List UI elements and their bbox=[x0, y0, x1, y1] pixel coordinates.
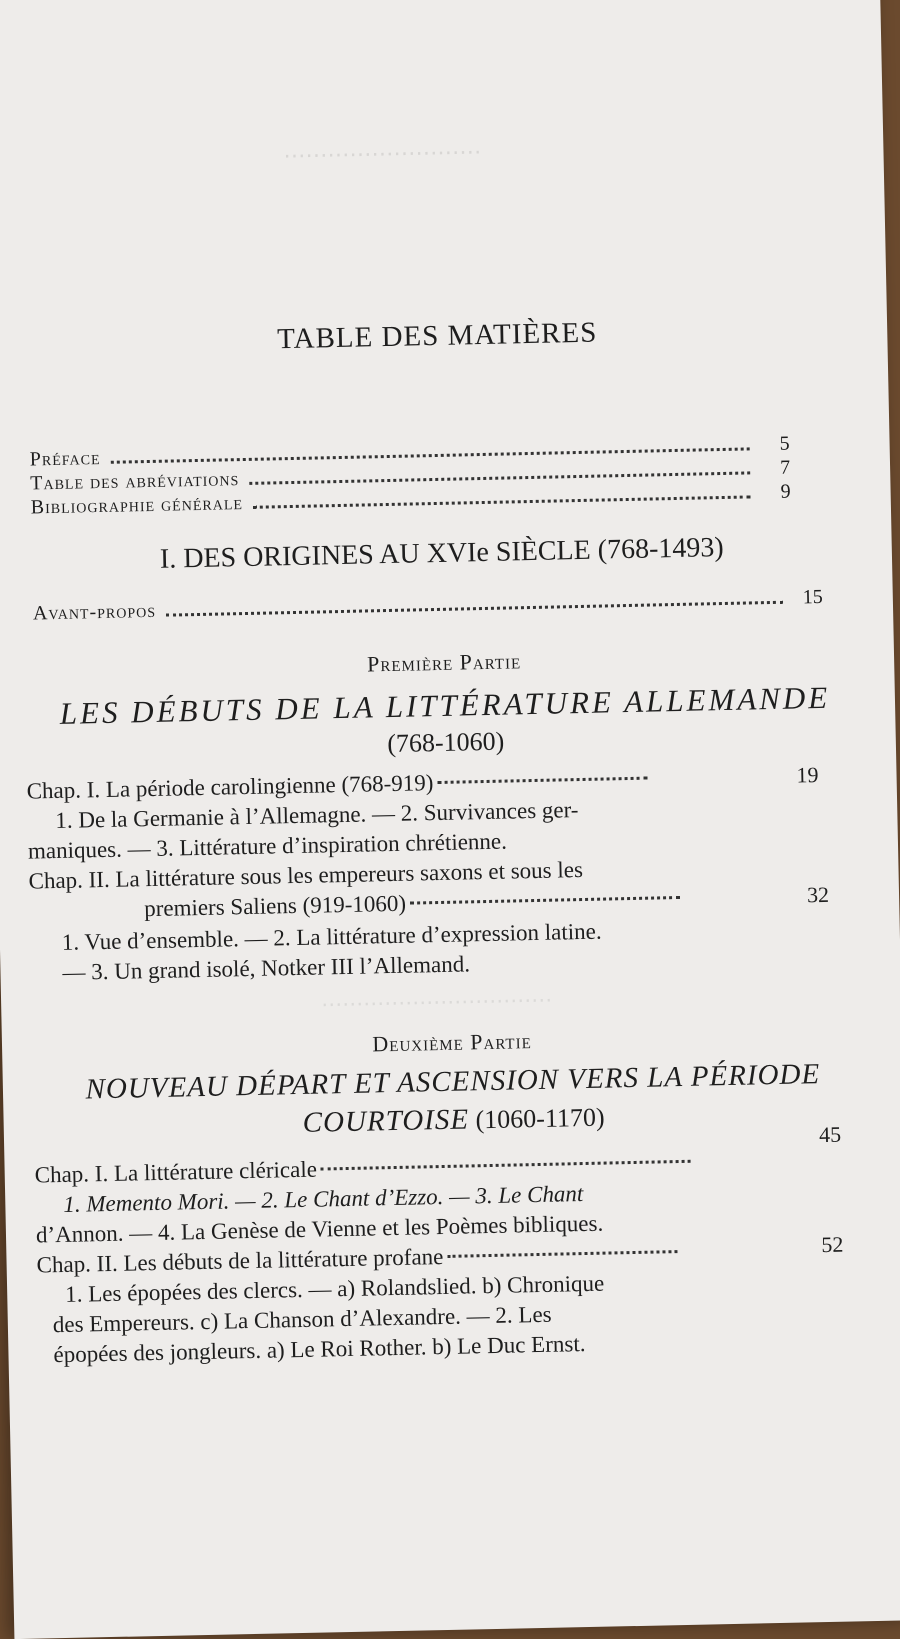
page-number: 19 bbox=[796, 762, 819, 788]
toc-entry-abbreviations: Table des abréviations 7 bbox=[30, 456, 791, 495]
part-one-label: Première Partie bbox=[366, 648, 522, 677]
part-two-label: Deuxième Partie bbox=[372, 1028, 532, 1057]
toc-line-p1-7: — 3. Un grand isolé, Notker III l’Allemand. bbox=[62, 951, 471, 985]
toc-line-p2-2: 1. Memento Mori. — 2. Le Chant d’Ezzo. — 3. Le Chant bbox=[63, 1181, 584, 1217]
toc-line-p2-6: des Empereurs. c) La Chanson d’Alexandre. — 2. Les bbox=[52, 1301, 552, 1338]
toc-line-p2-3: d’Annon. — 4. La Genèse de Vienne et les Poèmes bibliques. bbox=[35, 1210, 604, 1248]
part-two-title-line2: COURTOISE (1060-1170) bbox=[302, 1102, 605, 1139]
toc-line-p1-2: 1. De la Germanie à l’Allemagne. — 2. Survivances ger- bbox=[55, 797, 579, 834]
page-number: 52 bbox=[821, 1231, 844, 1258]
leader-dots bbox=[253, 495, 751, 508]
bleed-through-text: ⋯⋯⋯⋯⋯⋯⋯⋯⋯ bbox=[283, 138, 482, 169]
leader-dots bbox=[437, 777, 647, 784]
leader-dots bbox=[321, 1160, 691, 1171]
toc-line-p1-3: maniques. — 3. Littérature d’inspiration chrétienne. bbox=[27, 828, 508, 864]
toc-line-p2-1: Chap. I. La littérature cléricale bbox=[34, 1147, 691, 1191]
toc-line-p1-5: premiers Saliens (919-1060) bbox=[144, 883, 680, 924]
section-heading: I. DES ORIGINES AU XVIe SIÈCLE (768-1493) bbox=[159, 531, 724, 575]
toc-line-p2-4: Chap. II. Les débuts de la littérature profane bbox=[36, 1237, 677, 1280]
bleed-through-text: ⋯⋯⋯⋯⋯⋯⋯⋯⋯⋯⋯ bbox=[320, 987, 553, 1017]
toc-line-p1-4: Chap. II. La littérature sous les empereurs saxons et sous les bbox=[28, 856, 584, 894]
part-two-title-line1: NOUVEAU DÉPART ET ASCENSION VERS LA PÉRIODE bbox=[85, 1058, 821, 1106]
part-one-title: LES DÉBUTS DE LA LITTÉRATURE ALLEMANDE bbox=[59, 679, 831, 731]
page-number: 45 bbox=[818, 1121, 842, 1148]
toc-entry-bibliography: Bibliographie générale 9 bbox=[30, 480, 791, 519]
toc-entry-avant-propos: Avant-propos 15 bbox=[32, 585, 824, 625]
toc-line-p2-5: 1. Les épopées des clercs. — a) Rolandslied. b) Chronique bbox=[64, 1270, 605, 1307]
leader-dots bbox=[410, 896, 680, 905]
page-number: 32 bbox=[806, 881, 830, 908]
toc-line-p1-1: Chap. I. La période carolingienne (768-919) bbox=[26, 764, 647, 807]
leader-dots bbox=[166, 601, 783, 617]
page-title: TABLE DES MATIÈRES bbox=[276, 316, 598, 356]
leader-dots bbox=[447, 1250, 677, 1258]
toc-line-p2-7: épopées des jongleurs. a) Le Roi Rother. b) Le Duc Ernst. bbox=[53, 1331, 586, 1368]
part-one-dates: (768-1060) bbox=[386, 726, 505, 759]
toc-entry-preface: Préface 5 bbox=[29, 432, 790, 471]
toc-line-p1-6: 1. Vue d’ensemble. — 2. La littérature d’expression latine. bbox=[61, 918, 602, 955]
